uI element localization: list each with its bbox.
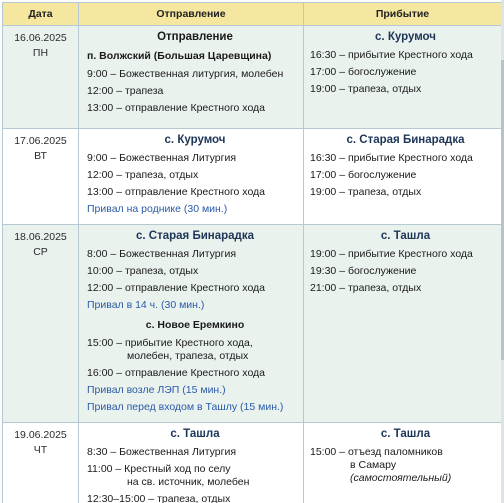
arrival-title: с. Старая Бинарадка xyxy=(346,134,465,146)
departure-title: Отправление xyxy=(157,31,233,43)
arrival-cell xyxy=(304,129,502,225)
date-cell xyxy=(3,129,79,225)
schedule-line: 17:00 – богослужение xyxy=(310,66,417,78)
date-value: 16.06.2025 xyxy=(14,32,67,44)
halt-note: Привал перед входом в Ташлу (15 мин.) xyxy=(87,401,284,413)
schedule-line: 16:30 – прибытие Крестного хода xyxy=(310,152,473,164)
weekday-value: ЧТ xyxy=(33,444,48,456)
table-row xyxy=(3,225,502,423)
weekday-value: ВТ xyxy=(34,150,47,162)
table-row xyxy=(3,129,502,225)
schedule-line: 13:00 – отправление Крестного хода xyxy=(87,102,266,114)
schedule-line: 21:00 – трапеза, отдых xyxy=(310,282,422,294)
schedule-frame xyxy=(2,2,501,503)
procession-schedule-table xyxy=(2,2,501,503)
schedule-line: 17:00 – богослужение xyxy=(310,169,417,181)
header-departure: Отправление xyxy=(79,3,304,26)
schedule-line: 8:00 – Божественная Литургия xyxy=(87,248,237,260)
weekday-value: СР xyxy=(33,246,48,258)
departure-cell xyxy=(79,129,304,225)
halt-note: Привал в 14 ч. (30 мин.) xyxy=(87,299,205,311)
schedule-line: 12:00 – трапеза xyxy=(87,85,164,97)
schedule-line: 8:30 – Божественная Литургия xyxy=(87,446,237,458)
table-row xyxy=(3,26,502,129)
schedule-line: 19:00 – трапеза, отдых xyxy=(310,186,422,198)
schedule-line: 15:00 – прибытие Крестного хода, xyxy=(87,337,253,349)
schedule-line: 12:30–15:00 – трапеза, отдых xyxy=(87,493,231,503)
schedule-line: 13:00 – отправление Крестного хода xyxy=(87,186,266,198)
halt-note: Привал возле ЛЭП (15 мин.) xyxy=(87,384,226,396)
schedule-line: 10:00 – трапеза, отдых xyxy=(87,265,199,277)
departure-cell xyxy=(79,423,304,503)
departure-title: с. Курумоч xyxy=(164,134,226,146)
date-cell xyxy=(3,423,79,503)
departure-subtitle: с. Новое Еремкино xyxy=(145,319,245,331)
schedule-line: 16:30 – прибытие Крестного хода xyxy=(310,49,473,61)
schedule-line-continued: молебен, трапеза, отдых xyxy=(127,350,249,362)
departure-title: с. Ташла xyxy=(170,428,220,440)
schedule-line-continued: на св. источник, молебен xyxy=(127,476,250,488)
schedule-line: 16:00 – отправление Крестного хода xyxy=(87,367,266,379)
schedule-line: 12:00 – отправление Крестного хода xyxy=(87,282,266,294)
arrival-note: (самостоятельный) xyxy=(350,472,452,484)
arrival-title: с. Ташла xyxy=(380,428,431,440)
date-value: 19.06.2025 xyxy=(14,429,67,441)
departure-cell xyxy=(79,26,304,129)
schedule-line: 12:00 – трапеза, отдых xyxy=(87,169,199,181)
schedule-line: 19:00 – трапеза, отдых xyxy=(310,83,422,95)
arrival-title: с. Курумоч xyxy=(375,31,436,43)
schedule-line: 9:00 – Божественная литургия, молебен xyxy=(87,68,284,80)
departure-subtitle: п. Волжский (Большая Царевщина) xyxy=(87,50,272,62)
schedule-line: 19:30 – богослужение xyxy=(310,265,417,277)
schedule-line: 9:00 – Божественная Литургия xyxy=(87,152,237,164)
header-arrival: Прибытие xyxy=(304,3,502,26)
departure-cell xyxy=(79,225,304,423)
schedule-line: 15:00 – отъезд паломников xyxy=(310,446,443,458)
date-value: 17.06.2025 xyxy=(14,135,67,147)
date-value: 18.06.2025 xyxy=(14,231,67,243)
arrival-cell xyxy=(304,26,502,129)
header-date: Дата xyxy=(3,3,79,26)
arrival-cell xyxy=(304,423,502,503)
arrival-title: с. Ташла xyxy=(380,230,431,242)
table-row xyxy=(3,423,502,503)
schedule-line: 19:00 – прибытие Крестного хода xyxy=(310,248,473,260)
table-header-row xyxy=(3,3,502,26)
arrival-cell xyxy=(304,225,502,423)
departure-title: с. Старая Бинарадка xyxy=(136,230,254,242)
date-cell xyxy=(3,26,79,129)
date-cell xyxy=(3,225,79,423)
schedule-line-continued: в Самару xyxy=(350,459,397,471)
weekday-value: ПН xyxy=(32,47,49,59)
halt-note: Привал на роднике (30 мин.) xyxy=(87,203,228,215)
schedule-line: 11:00 – Крестный ход по селу xyxy=(87,463,231,475)
